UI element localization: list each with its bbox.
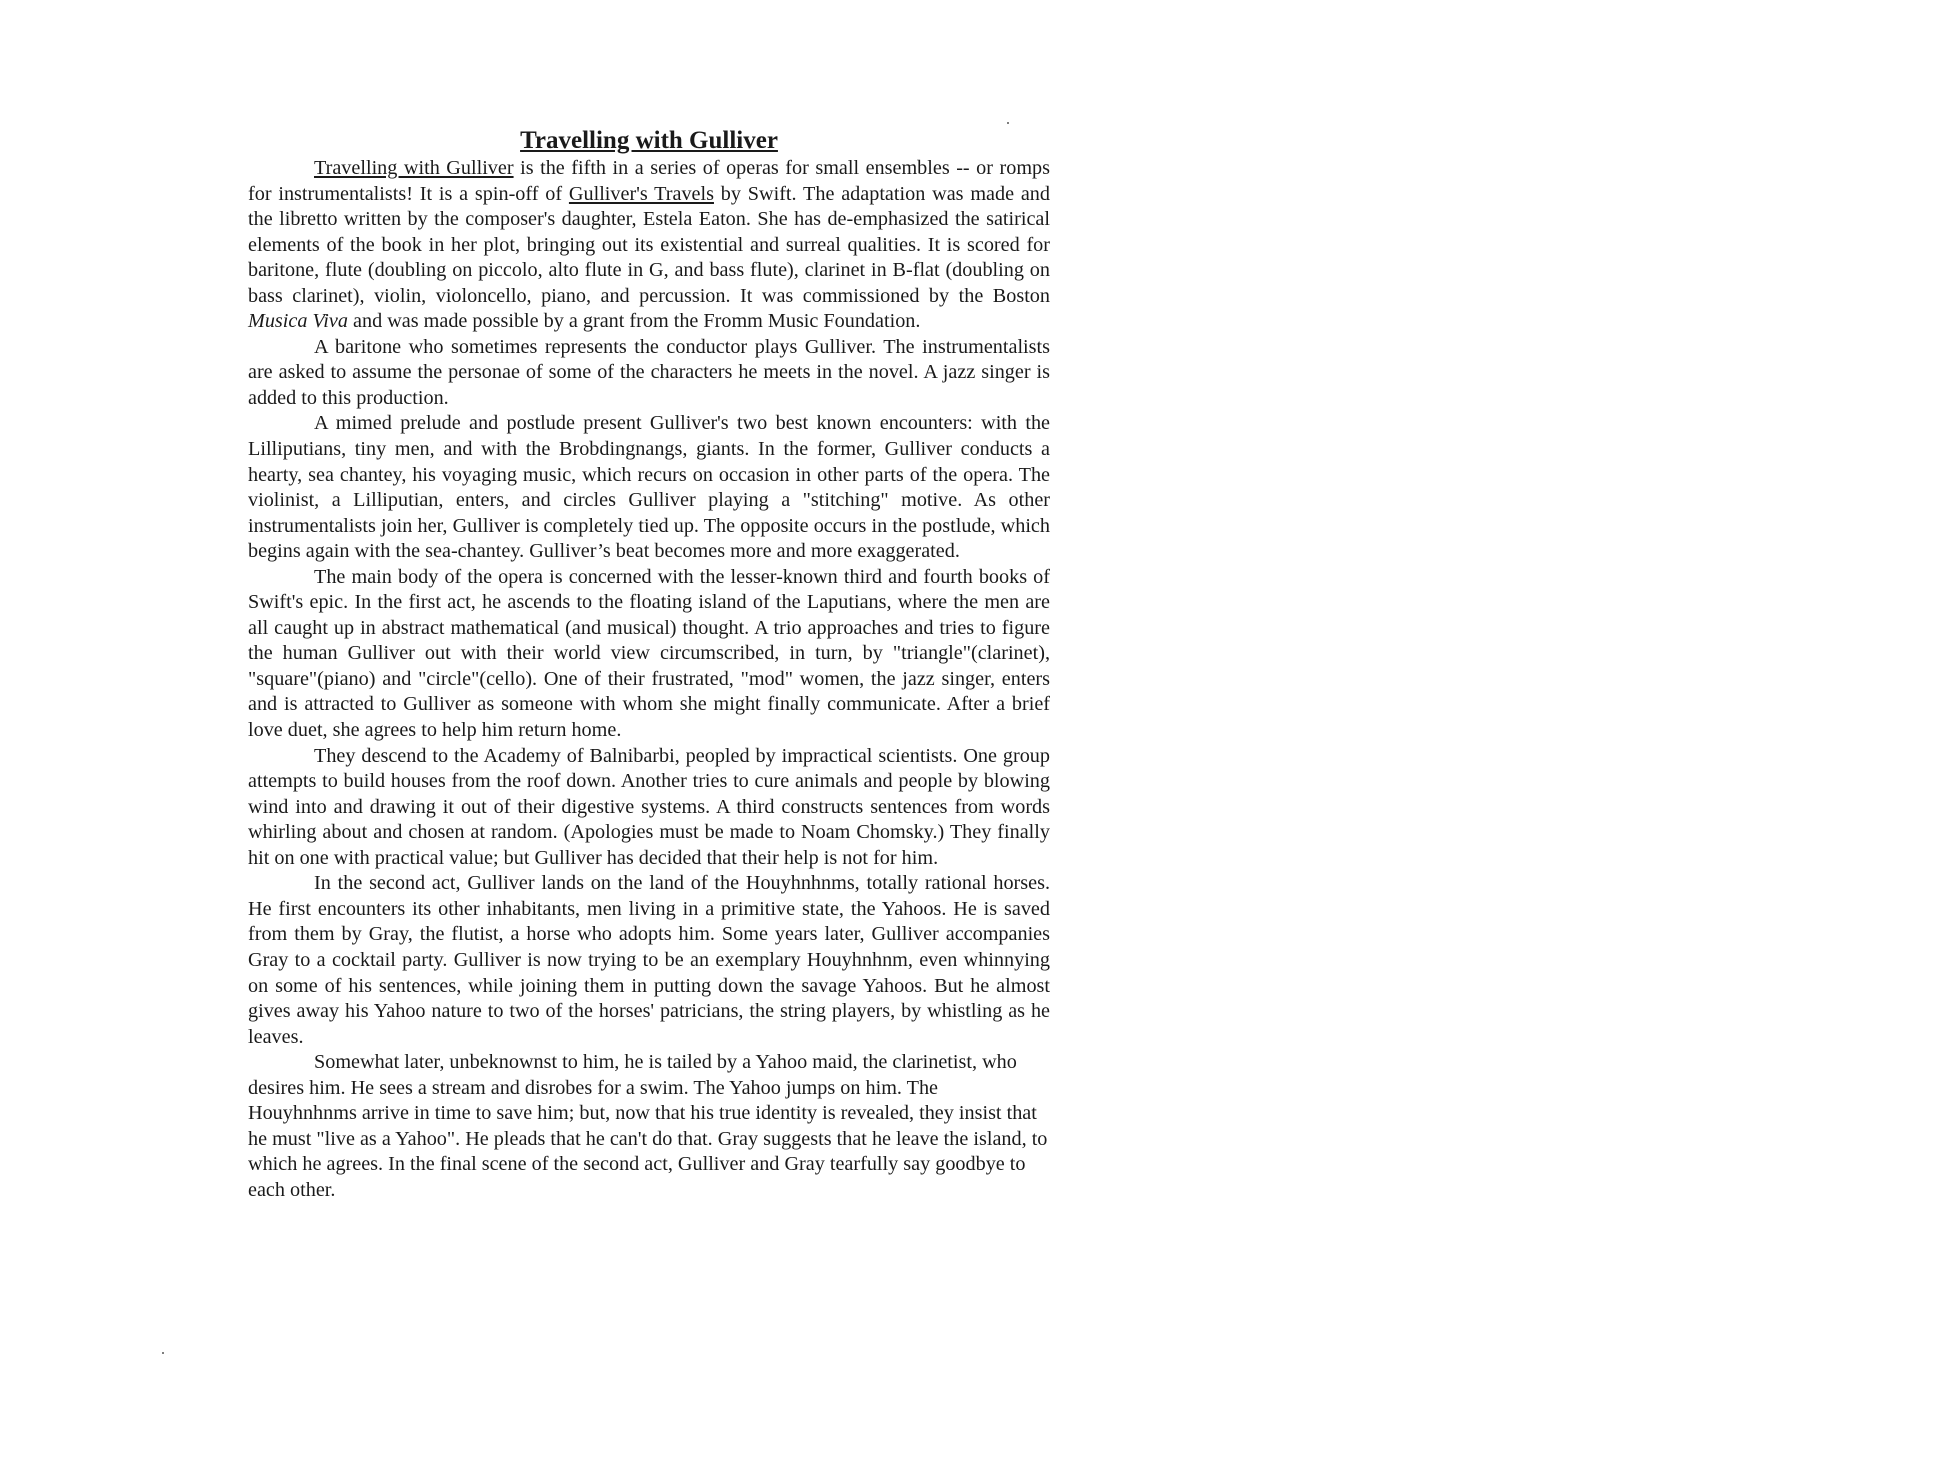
paragraph-text: A mimed prelude and postlude present Gulliver's two best known encounters: with the Lilliputians, tiny men, and with the Brobdingnangs, giants. In the former, Gulliver conducts a hearty, sea chantey, his voyaging music, which recurs on occasion in other parts of the opera. The violinist, a Lilliputian, enters, and circles Gulliver playing a "stitching" motive. As other instrumentalists join her, Gulliver is completely tied up. The opposite occurs in the postlude, which begins again with the sea-chantey. Gulliver’s beat becomes more and more exaggerated.: [248, 412, 1050, 563]
inline-italic-name: Musica Viva: [248, 310, 348, 333]
paragraph-text: by Swift. The adaptation was made and the libretto written by the composer's daughter, Estela Eaton. She has de-emphasized the satirical elements of the book in her plot, bringing out its existential and surreal qualities. It is scored for baritone, flute (doubling on piccolo, alto flute in G, and bass flute), clarinet in B-flat (doubling on bass clarinet), violin, violoncello, piano, and percussion. It was commissioned by the Boston: [248, 182, 1050, 307]
paragraph-prelude: [248, 411, 1050, 564]
inline-book-title-underlined: Gulliver's Travels: [568, 182, 714, 205]
paragraph-main-body: [248, 565, 1050, 744]
paragraph-second-act: [248, 871, 1050, 1050]
text-column: [248, 126, 1050, 1203]
paragraph-text: and was made possible by a grant from the Fromm Music Foundation.: [347, 310, 921, 333]
paragraph-text: The main body of the opera is concerned with the lesser-known third and fourth books of Swift's epic. In the first act, he ascends to the floating island of the Laputians, where the men are all caught up in abstract mathematical (and musical) thought. A trio approaches and tries to figure the human Gulliver out with their world view circumscribed, in turn, by "triangle"(clarinet), "square"(piano) and "circle"(cello). One of their frustrated, "mod" women, the jazz singer, enters and is attracted to Gulliver as someone with whom she might finally communicate. After a brief love duet, she agrees to help him return home.: [248, 565, 1050, 742]
paragraph-text: In the second act, Gulliver lands on the land of the Houyhnhnms, totally rational horses. He first encounters its other inhabitants, men living in a primitive state, the Yahoos. He is saved from them by Gray, the flutist, a horse who adopts him. Some years later, Gulliver accompanies Gray to a cocktail party. Gulliver is now trying to be an exemplary Houyhnhnm, even whinnying on some of his sentences, while joining them in putting down the savage Yahoos. But he almost gives away his Yahoo nature to two of the horses' patricians, the string players, by whistling as he leaves.: [248, 872, 1050, 1048]
paragraph-final-scene: [248, 1050, 1050, 1203]
paragraph-text: They descend to the Academy of Balnibarbi, peopled by impractical scientists. One group attempts to build houses from the roof down. Another tries to cure animals and people by blowing wind into and drawing it out of their digestive systems. A third constructs sentences from words whirling about and chosen at random. (Apologies must be made to Noam Chomsky.) They finally hit on one with practical value; but Gulliver has decided that their help is not for him.: [248, 744, 1050, 869]
paragraph-academy: [248, 744, 1050, 872]
paragraph-intro: [248, 156, 1050, 335]
inline-title-underlined: Travelling with Gulliver: [314, 157, 514, 179]
paragraph-text: Somewhat later, unbeknownst to him, he is tailed by a Yahoo maid, the clarinetist, who desires him. He sees a stream and disrobes for a swim. The Yahoo jumps on him. The Houyhnhnms arrive in time to save him; but, now that his true identity is revealed, they insist that he must "live as a Yahoo". He pleads that he can't do that. Gray suggests that he leave the island, to which he agrees. In the final scene of the second act, Gulliver and Gray tearfully say goodbye to each other.: [248, 1051, 1048, 1201]
paragraph-baritone: [248, 335, 1050, 412]
scan-speck: [1007, 122, 1009, 124]
scan-speck: [162, 1352, 164, 1354]
document-title: Travelling with Gulliver: [520, 127, 778, 154]
paragraph-text: A baritone who sometimes represents the conductor plays Gulliver. The instrumentalists are asked to assume the personae of some of the characters he meets in the novel. A jazz singer is added to this production.: [248, 335, 1050, 409]
paragraph-text: is the fifth in a series of operas for small ensembles -- or romps for instrumentalists! It is a spin-off of: [248, 157, 1050, 205]
